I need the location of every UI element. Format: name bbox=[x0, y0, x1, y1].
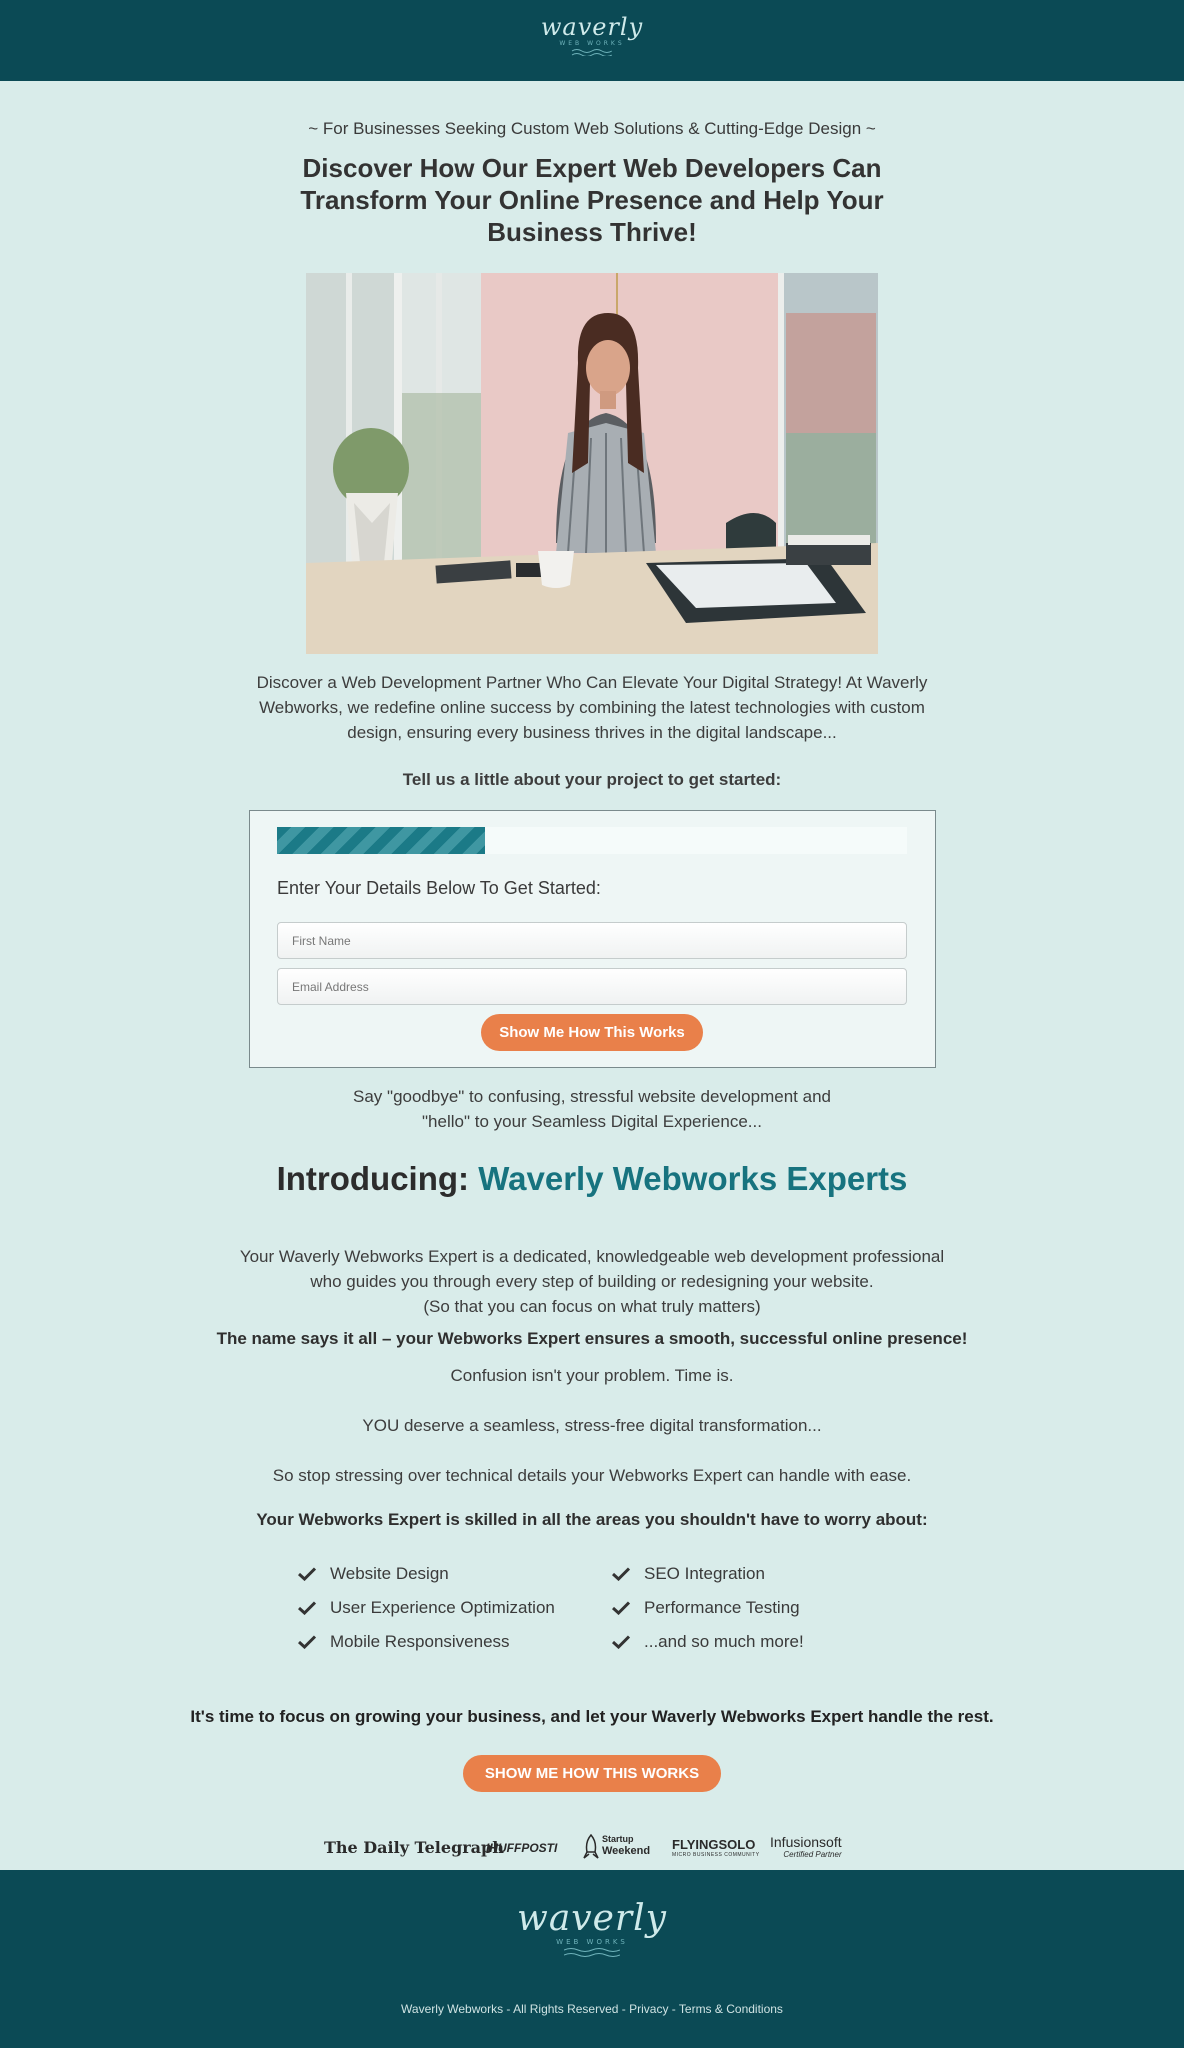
waves-icon bbox=[564, 1947, 620, 1957]
waves-icon bbox=[572, 48, 612, 56]
logo-subtitle: WEB WORKS bbox=[559, 40, 625, 47]
skill-label: User Experience Optimization bbox=[330, 1598, 555, 1617]
footer-logo-subtitle: WEB WORKS bbox=[556, 1938, 628, 1946]
huffpost-logo: IHUFFPOSTI bbox=[486, 1841, 558, 1855]
first-name-input[interactable] bbox=[277, 922, 907, 959]
press-logos bbox=[320, 1832, 872, 1866]
tagline: ~ For Businesses Seeking Custom Web Solutions & Cutting-Edge Design ~ bbox=[308, 119, 876, 138]
checkmark-icon bbox=[298, 1567, 316, 1581]
skill-label: ...and so much more! bbox=[644, 1632, 804, 1651]
introducing-heading bbox=[0, 1160, 1184, 1198]
site-header bbox=[0, 0, 1184, 81]
hero-image bbox=[306, 273, 878, 654]
introducing-prefix: Introducing: bbox=[276, 1160, 479, 1197]
goodbye-text bbox=[0, 1084, 1184, 1134]
logo-wordmark: waverly bbox=[540, 13, 644, 41]
confusion-text: Confusion isn't your problem. Time is. bbox=[450, 1366, 734, 1385]
skill-label: Website Design bbox=[330, 1564, 449, 1583]
progress-bar-fill bbox=[277, 827, 485, 854]
checkmark-icon bbox=[298, 1635, 316, 1649]
site-footer bbox=[0, 1870, 1184, 2048]
tell-us-heading: Tell us a little about your project to get started: bbox=[402, 770, 782, 789]
skill-item bbox=[298, 1598, 555, 1618]
copyright-text: Waverly Webworks - All Rights Reserved - Privacy - Terms & Conditions bbox=[401, 2002, 783, 2016]
infusionsoft-logo bbox=[770, 1834, 842, 1860]
name-says-it-all: The name says it all – your Webworks Expert ensures a smooth, successful online presence! bbox=[216, 1329, 968, 1348]
progress-bar bbox=[277, 827, 907, 854]
infusionsoft-sublabel: Certified Partner bbox=[783, 1850, 842, 1859]
skill-label: Performance Testing bbox=[644, 1598, 800, 1617]
email-input[interactable] bbox=[277, 968, 907, 1005]
page-headline: Discover How Our Expert Web Developers Can Transform Your Online Presence and Help Your Business Thrive! bbox=[300, 153, 884, 247]
cta-button[interactable]: SHOW ME HOW THIS WORKS bbox=[463, 1755, 721, 1792]
introducing-brand: Waverly Webworks Experts bbox=[478, 1160, 908, 1197]
skill-item bbox=[612, 1632, 804, 1652]
businesswoman-photo bbox=[306, 273, 878, 654]
goodbye-line-1: Say "goodbye" to confusing, stressful website development and bbox=[353, 1087, 831, 1106]
footer-logo-wordmark: waverly bbox=[517, 1898, 667, 1939]
rocket-icon bbox=[582, 1834, 600, 1860]
expert-description-line-2: who guides you through every step of building or redesigning your website. bbox=[310, 1272, 874, 1291]
footer-logo[interactable] bbox=[517, 1900, 667, 1957]
submit-button[interactable]: Show Me How This Works bbox=[481, 1014, 703, 1051]
lead-form bbox=[249, 810, 936, 1068]
skill-label: SEO Integration bbox=[644, 1564, 765, 1583]
expert-description-line-1: Your Waverly Webworks Expert is a dedicated, knowledgeable web development professional bbox=[239, 1247, 945, 1266]
checkmark-icon bbox=[612, 1567, 630, 1581]
checkmark-icon bbox=[298, 1601, 316, 1615]
flyingsolo-label: FLYINGSOLO bbox=[672, 1837, 756, 1852]
header-logo[interactable] bbox=[541, 14, 643, 56]
startup-label: Startup bbox=[602, 1834, 634, 1844]
stop-stressing-text: So stop stressing over technical details your Webworks Expert can handle with ease. bbox=[272, 1466, 912, 1485]
checkmark-icon bbox=[612, 1601, 630, 1615]
deserve-text: YOU deserve a seamless, stress-free digital transformation... bbox=[362, 1416, 822, 1435]
skill-item bbox=[298, 1632, 510, 1652]
skill-item bbox=[612, 1564, 765, 1584]
expert-description bbox=[0, 1244, 1184, 1319]
flyingsolo-logo bbox=[672, 1838, 760, 1858]
goodbye-line-2: "hello" to your Seamless Digital Experience... bbox=[422, 1112, 762, 1131]
form-title: Enter Your Details Below To Get Started: bbox=[277, 878, 601, 898]
skill-item bbox=[298, 1564, 449, 1584]
intro-paragraph: Discover a Web Development Partner Who Can Elevate Your Digital Strategy! At Waverly Webworks, we redefine online success by combining the latest technologies with custom design, ensuring every business thrives in the digital landscape... bbox=[256, 673, 928, 742]
skill-item bbox=[612, 1598, 800, 1618]
telegraph-logo: The Daily Telegraph bbox=[324, 1838, 504, 1857]
focus-statement: It's time to focus on growing your business, and let your Waverly Webworks Expert handle the rest. bbox=[190, 1707, 994, 1726]
expert-description-line-3: (So that you can focus on what truly matters) bbox=[423, 1297, 761, 1316]
checkmark-icon bbox=[612, 1635, 630, 1649]
skill-label: Mobile Responsiveness bbox=[330, 1632, 510, 1651]
flyingsolo-sublabel: MICRO BUSINESS COMMUNITY bbox=[672, 1852, 760, 1858]
infusionsoft-label: Infusionsoft bbox=[770, 1834, 842, 1850]
weekend-label: Weekend bbox=[602, 1845, 651, 1857]
skills-heading: Your Webworks Expert is skilled in all the areas you shouldn't have to worry about: bbox=[256, 1510, 928, 1529]
